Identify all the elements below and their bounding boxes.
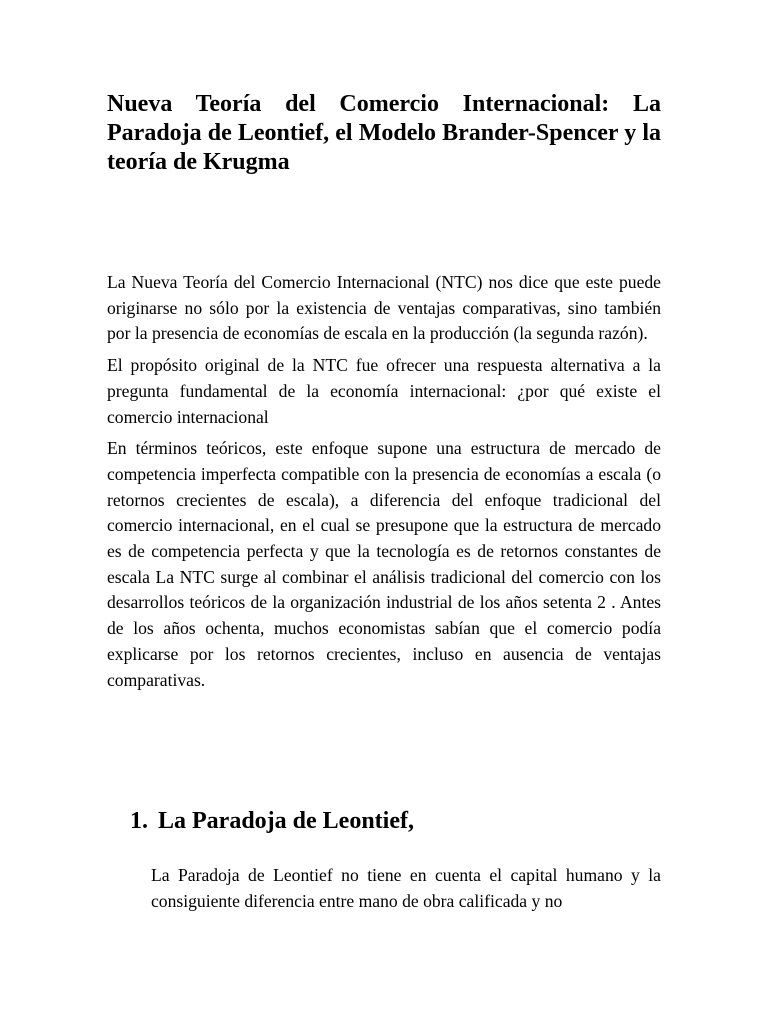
section-paragraph: La Paradoja de Leontief no tiene en cuenta el capital humano y la consiguiente diferencia entre mano de obra calificada y no xyxy=(151,865,661,911)
paragraph-ntc-purpose: El propósito original de la NTC fue ofrecer una respuesta alternativa a la pregunta fundamental de la economía internacional: ¿por qué existe el comercio internacional xyxy=(107,355,661,427)
paragraph-ntc-intro: La Nueva Teoría del Comercio Internacional (NTC) nos dice que este puede originarse no sólo por la existencia de ventajas comparativas, sino también por la presencia de economías de escala en la producción (la segunda razón). xyxy=(107,272,661,344)
section-heading xyxy=(130,806,414,836)
paragraph-ntc-theory: En términos teóricos, este enfoque supone una estructura de mercado de competencia imperfecta compatible con la presencia de economías a escala (o retornos crecientes de escala), a diferencia del enfoque tradicional del comercio internacional, en el cual se presupone que la estructura de mercado es de competencia perfecta y que la tecnología es de retornos constantes de escala La NTC surge al combinar el análisis tradicional del comercio con los desarrollos teóricos de la organización industrial de los años setenta 2 . Antes de los años ochenta, muchos economistas sabían que el comercio podía explicarse por los retornos crecientes, incluso en ausencia de ventajas comparativas. xyxy=(107,438,661,690)
section-body xyxy=(151,863,661,920)
document-body xyxy=(107,270,661,699)
section-number: 1. xyxy=(130,808,148,834)
document-title: Nueva Teoría del Comercio Internacional: La Paradoja de Leontief, el Modelo Brander-Spencer y la teoría de Krugma xyxy=(107,91,661,175)
section-heading-text: La Paradoja de Leontief, xyxy=(158,808,414,834)
